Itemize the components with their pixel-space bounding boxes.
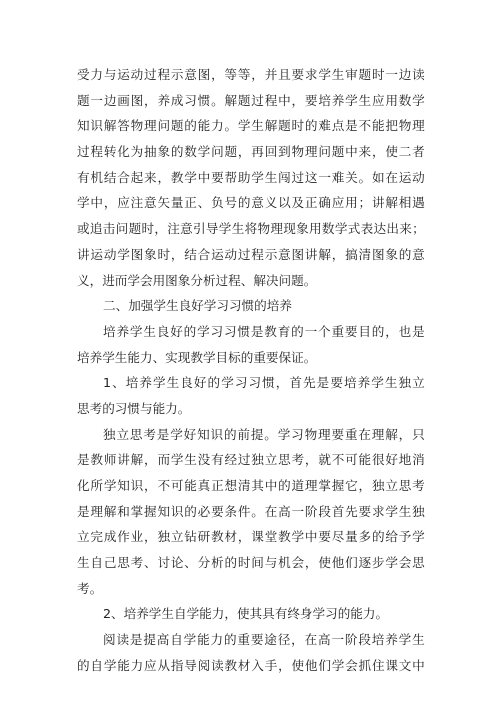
text-line: 思考的习惯与能力。 bbox=[77, 400, 191, 416]
text-line: 过 程 转 化 为 抽 象 的 数 学 问 题 ， 再 回 到 物 理 问 题 中 来 ， 使 二 者 bbox=[77, 144, 425, 160]
text-line: 是 理 解 和 掌 握 知 识 的 必 要 条 件 。 在 高 一 阶 段 首 先 要 求 学 生 独 bbox=[77, 503, 425, 519]
text-line: 培养学生能力、实现教学目标的重要保证。 bbox=[77, 349, 317, 365]
text-line: 二、加强学生良好学习习惯的培养 bbox=[103, 298, 292, 314]
text-line: 1 、 培 养 学 生 良 好 的 学 习 习 惯 ， 首 先 是 要 培 养 学 生 独 立 bbox=[103, 375, 425, 391]
text-line: 学 中 ， 应 注 意 矢 量 正 、 负 号 的 意 义 以 及 正 确 应 用 ； 讲 解 相 遇 bbox=[77, 195, 425, 211]
text-line: 有 机 结 合 起 来 ， 教 学 中 要 帮 助 学 生 闯 过 这 一 难 关 。 如 在 运 动 bbox=[77, 169, 425, 185]
text-line: 是 教 师 讲 解 ， 而 学 生 没 有 经 过 独 立 思 考 ， 就 不 可 能 很 好 地 消 bbox=[77, 452, 425, 468]
text-line: 义，进而学会用图象分析过程、解决问题。 bbox=[77, 272, 317, 288]
text-line: 立 完 成 作 业 ， 独 立 钻 研 教 材 ， 课 堂 教 学 中 要 尽 量 多 的 给 予 学 bbox=[77, 529, 425, 545]
text-line: 化 所 学 知 识 ， 不 可 能 真 正 想 清 其 中 的 道 理 掌 握 它 ， 独 立 思 考 bbox=[77, 478, 425, 493]
text-line: 阅 读 是 提 高 自 学 能 力 的 重 要 途 径 ， 在 高 一 阶 段 培 养 学 生 bbox=[103, 632, 425, 648]
text-line: 或 追 击 问 题 时 ， 注 意 引 导 学 生 将 物 理 现 象 用 数 学 式 表 达 出 来 ； bbox=[77, 221, 425, 237]
text-line: 考。 bbox=[77, 580, 103, 596]
text-line: 2、培养学生自学能力，使其具有终身学习的能力。 bbox=[103, 606, 389, 622]
text-line: 生 自 己 思 考 、 讨 论 、 分 析 的 时 间 与 机 会 ， 使 他 们 逐 步 学 会 思 bbox=[77, 555, 425, 571]
text-line: 受 力 与 运 动 过 程 示 意 图 ， 等 等 ， 并 且 要 求 学 生 审 题 时 一 边 读 bbox=[77, 67, 425, 82]
text-line: 知 识 解 答 物 理 问 题 的 能 力 。 学 生 解 题 时 的 难 点 是 不 能 把 物 理 bbox=[77, 118, 425, 134]
body-text bbox=[77, 62, 425, 679]
text-line: 的 自 学 能 力 应 从 指 导 阅 读 教 材 入 手 ， 使 他 们 学 会 抓 住 课 文 中 bbox=[77, 657, 425, 673]
text-line: 讲 运 动 学 图 象 时 ， 结 合 运 动 过 程 示 意 图 讲 解 ， 搞 清 图 象 的 意 bbox=[77, 246, 425, 262]
text-line: 独 立 思 考 是 学 好 知 识 的 前 提 。 学 习 物 理 要 重 在 理 解 ， 只 bbox=[103, 426, 425, 442]
text-line: 培 养 学 生 良 好 的 学 习 习 惯 是 教 育 的 一 个 重 要 目 的 ， 也 是 bbox=[103, 323, 425, 339]
text-line: 题 一 边 画 图 ， 养 成 习 惯 。 解 题 过 程 中 ， 要 培 养 学 生 应 用 数 学 bbox=[77, 92, 425, 108]
